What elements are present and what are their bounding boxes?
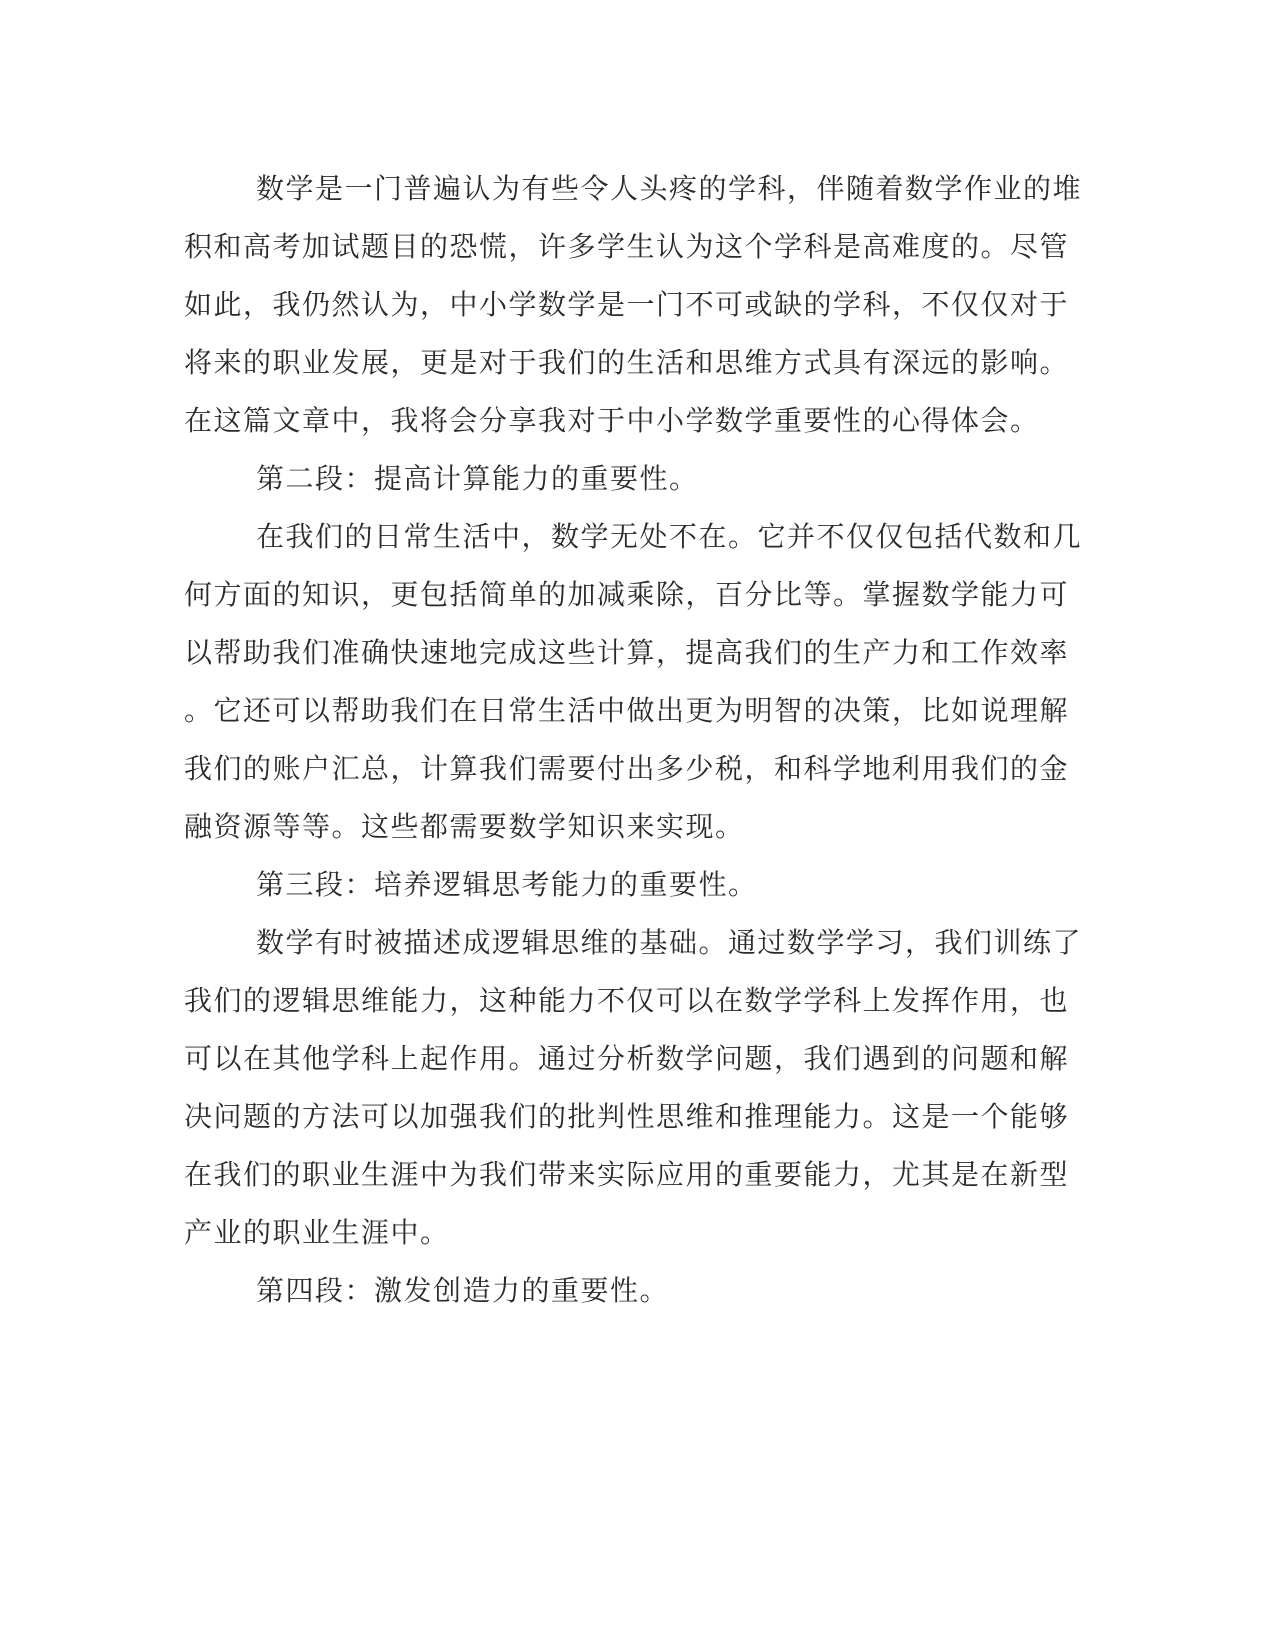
text-line: 数学有时被描述成逻辑思维的基础。通过数学学习，我们训练了 [256,926,1083,959]
text-line: 以帮助我们准确快速地完成这些计算，提高我们的生产力和工作效率 [184,636,1070,669]
text-line: 何方面的知识，更包括简单的加减乘除，百分比等。掌握数学能力可 [184,578,1070,611]
text-line: 我们的账户汇总，计算我们需要付出多少税，和科学地利用我们的金 [184,752,1070,785]
text-line: 数学是一门普遍认为有些令人头疼的学科，伴随着数学作业的堆 [256,172,1083,205]
text-line: 我们的逻辑思维能力，这种能力不仅可以在数学学科上发挥作用，也 [184,984,1070,1017]
section-heading-2 [184,450,1044,508]
text-line: 第四段：激发创造力的重要性。 [256,1274,670,1307]
paragraph-intro [184,160,1083,450]
text-line: 在这篇文章中，我将会分享我对于中小学数学重要性的心得体会。 [184,404,1040,437]
text-line: 将来的职业发展，更是对于我们的生活和思维方式具有深远的影响。 [184,346,1070,379]
paragraph-calculation [184,508,1083,856]
section-heading-4 [184,1262,1044,1320]
paragraph-logic [184,914,1083,1262]
text-line: 在我们的日常生活中，数学无处不在。它并不仅仅包括代数和几 [256,520,1083,553]
text-line: 融资源等等。这些都需要数学知识来实现。 [184,810,745,843]
section-heading-3 [184,856,1044,914]
text-line: 决问题的方法可以加强我们的批判性思维和推理能力。这是一个能够 [184,1100,1070,1133]
text-line: 产业的职业生涯中。 [184,1216,450,1249]
text-line: 。它还可以帮助我们在日常生活中做出更为明智的决策，比如说理解 [184,694,1070,727]
text-line: 第三段：培养逻辑思考能力的重要性。 [256,868,758,901]
body-text [184,160,1083,1320]
text-line: 可以在其他学科上起作用。通过分析数学问题，我们遇到的问题和解 [184,1042,1070,1075]
text-line: 第二段：提高计算能力的重要性。 [256,462,699,495]
text-line: 在我们的职业生涯中为我们带来实际应用的重要能力，尤其是在新型 [184,1158,1070,1191]
text-line: 积和高考加试题目的恐慌，许多学生认为这个学科是高难度的。尽管 [184,230,1070,263]
text-line: 如此，我仍然认为，中小学数学是一门不可或缺的学科，不仅仅对于 [184,288,1070,321]
